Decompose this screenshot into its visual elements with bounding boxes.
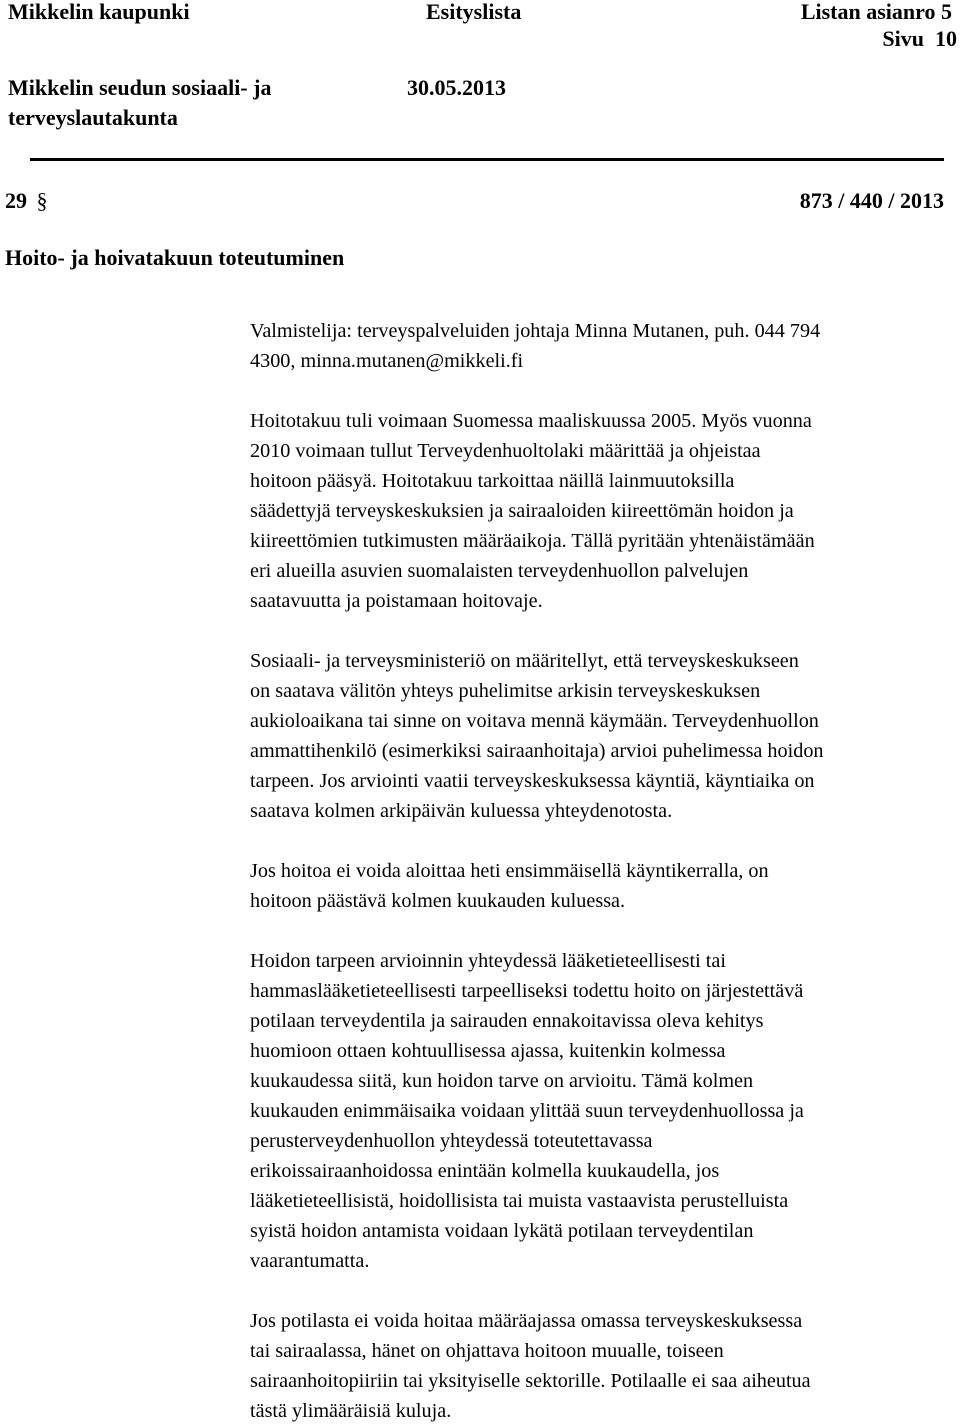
- paragraph-first-visit: [250, 856, 956, 916]
- paragraph-line: Jos potilasta ei voida hoitaa määräajassa omassa terveyskeskuksessa: [250, 1310, 803, 1332]
- paragraph-line: Valmistelija: terveyspalveluiden johtaja Minna Mutanen, puh. 044 794: [250, 320, 821, 342]
- paragraph-line: kuukaudessa siitä, kun hoidon tarve on arvioitu. Tämä kolmen: [250, 1070, 754, 1092]
- paragraph-line: Hoidon tarpeen arvioinnin yhteydessä lääketieteellisesti tai: [250, 950, 726, 972]
- paragraph-line: hoitoon päästävä kolmen kuukauden kuluessa.: [250, 890, 626, 912]
- paragraph-intro: [250, 406, 956, 616]
- header-page-label: Sivu 10: [882, 26, 957, 51]
- paragraph-line: saatava kolmen arkipäivän kuluessa yhteydenotosta.: [250, 800, 673, 822]
- paragraph-line: on saatava välitön yhteys puhelimitse arkisin terveyskeskuksen: [250, 680, 761, 702]
- paragraph-line: sairaanhoitopiiriin tai yksityiselle sektorille. Potilaalle ei saa aiheutua: [250, 1370, 811, 1392]
- header-committee-line1: Mikkelin seudun sosiaali- ja: [8, 75, 272, 100]
- paragraph-line: eri alueilla asuvien suomalaisten terveydenhuollon palvelujen: [250, 560, 749, 582]
- paragraph-line: tai sairaalassa, hänet on ohjattava hoitoon muualle, toiseen: [250, 1340, 724, 1362]
- header-org: Mikkelin kaupunki: [8, 0, 190, 24]
- paragraph-treatment-need: [250, 946, 956, 1276]
- paragraph-line: lääketieteellisistä, hoidollisista tai muista vastaavista perustelluista: [250, 1190, 789, 1212]
- paragraph-line: saatavuutta ja poistamaan hoitovaje.: [250, 590, 543, 612]
- paragraph-line: 2010 voimaan tullut Terveydenhuoltolaki määrittää ja ohjeistaa: [250, 440, 761, 462]
- paragraph-line: Jos hoitoa ei voida aloittaa heti ensimmäisellä käyntikerralla, on: [250, 860, 769, 882]
- header-divider: [30, 158, 944, 161]
- paragraph-line: tarpeen. Jos arviointi vaatii terveyskeskuksessa käyntiä, käyntiaika on: [250, 770, 815, 792]
- paragraph-line: Sosiaali- ja terveysministeriö on määritellyt, että terveyskeskukseen: [250, 650, 799, 672]
- paragraph-line: syistä hoidon antamista voidaan lykätä potilaan terveydentilan: [250, 1220, 754, 1242]
- paragraph-referral: [250, 1306, 956, 1426]
- section-reference: 873 / 440 / 2013: [799, 188, 944, 213]
- paragraph-line: Hoitotakuu tuli voimaan Suomessa maaliskuussa 2005. Myös vuonna: [250, 410, 812, 432]
- paragraph-line: aukioloaikana tai sinne on voitava mennä käymään. Terveydenhuollon: [250, 710, 819, 732]
- paragraph-line: ammattihenkilö (esimerkiksi sairaanhoitaja) arvioi puhelimessa hoidon: [250, 740, 824, 762]
- header-doc-type: Esityslista: [426, 0, 522, 24]
- paragraph-line: erikoissairaanhoidossa enintään kolmella kuukaudella, jos: [250, 1160, 720, 1182]
- paragraph-line: perusterveydenhuollon yhteydessä toteutettavassa: [250, 1130, 653, 1152]
- paragraph-line: kuukauden enimmäisaika voidaan ylittää suun terveydenhuollossa ja: [250, 1100, 804, 1122]
- section-title: Hoito- ja hoivatakuun toteutuminen: [5, 245, 345, 270]
- header-date: 30.05.2013: [407, 75, 506, 100]
- paragraph-line: vaarantumatta.: [250, 1250, 370, 1272]
- header-committee-line2: terveyslautakunta: [8, 105, 178, 130]
- paragraph-preparer: [250, 316, 956, 376]
- paragraph-line: hoitoon pääsyä. Hoitotakuu tarkoittaa näillä lainmuutoksilla: [250, 470, 735, 492]
- paragraph-line: hammaslääketieteellisesti tarpeelliseksi todettu hoito on järjestettävä: [250, 980, 804, 1002]
- paragraph-line: tästä ylimääräisiä kuluja.: [250, 1400, 452, 1422]
- paragraph-line: kiireettömien tutkimusten määräaikoja. Tällä pyritään yhtenäistämään: [250, 530, 815, 552]
- section-symbol: §: [36, 188, 48, 213]
- paragraph-line: huomioon ottaen kohtuullisessa ajassa, kuitenkin kolmessa: [250, 1040, 726, 1062]
- header-item-label: Listan asianro 5: [800, 0, 952, 24]
- section-number: [5, 186, 48, 216]
- section-number-value: 29: [5, 188, 27, 213]
- paragraph-line: 4300, minna.mutanen@mikkeli.fi: [250, 350, 524, 372]
- paragraph-line: potilaan terveydentila ja sairauden ennakoitavissa oleva kehitys: [250, 1010, 764, 1032]
- paragraph-ministry: [250, 646, 956, 826]
- paragraph-line: säädettyjä terveyskeskuksien ja sairaaloiden kiireettömän hoidon ja: [250, 500, 794, 522]
